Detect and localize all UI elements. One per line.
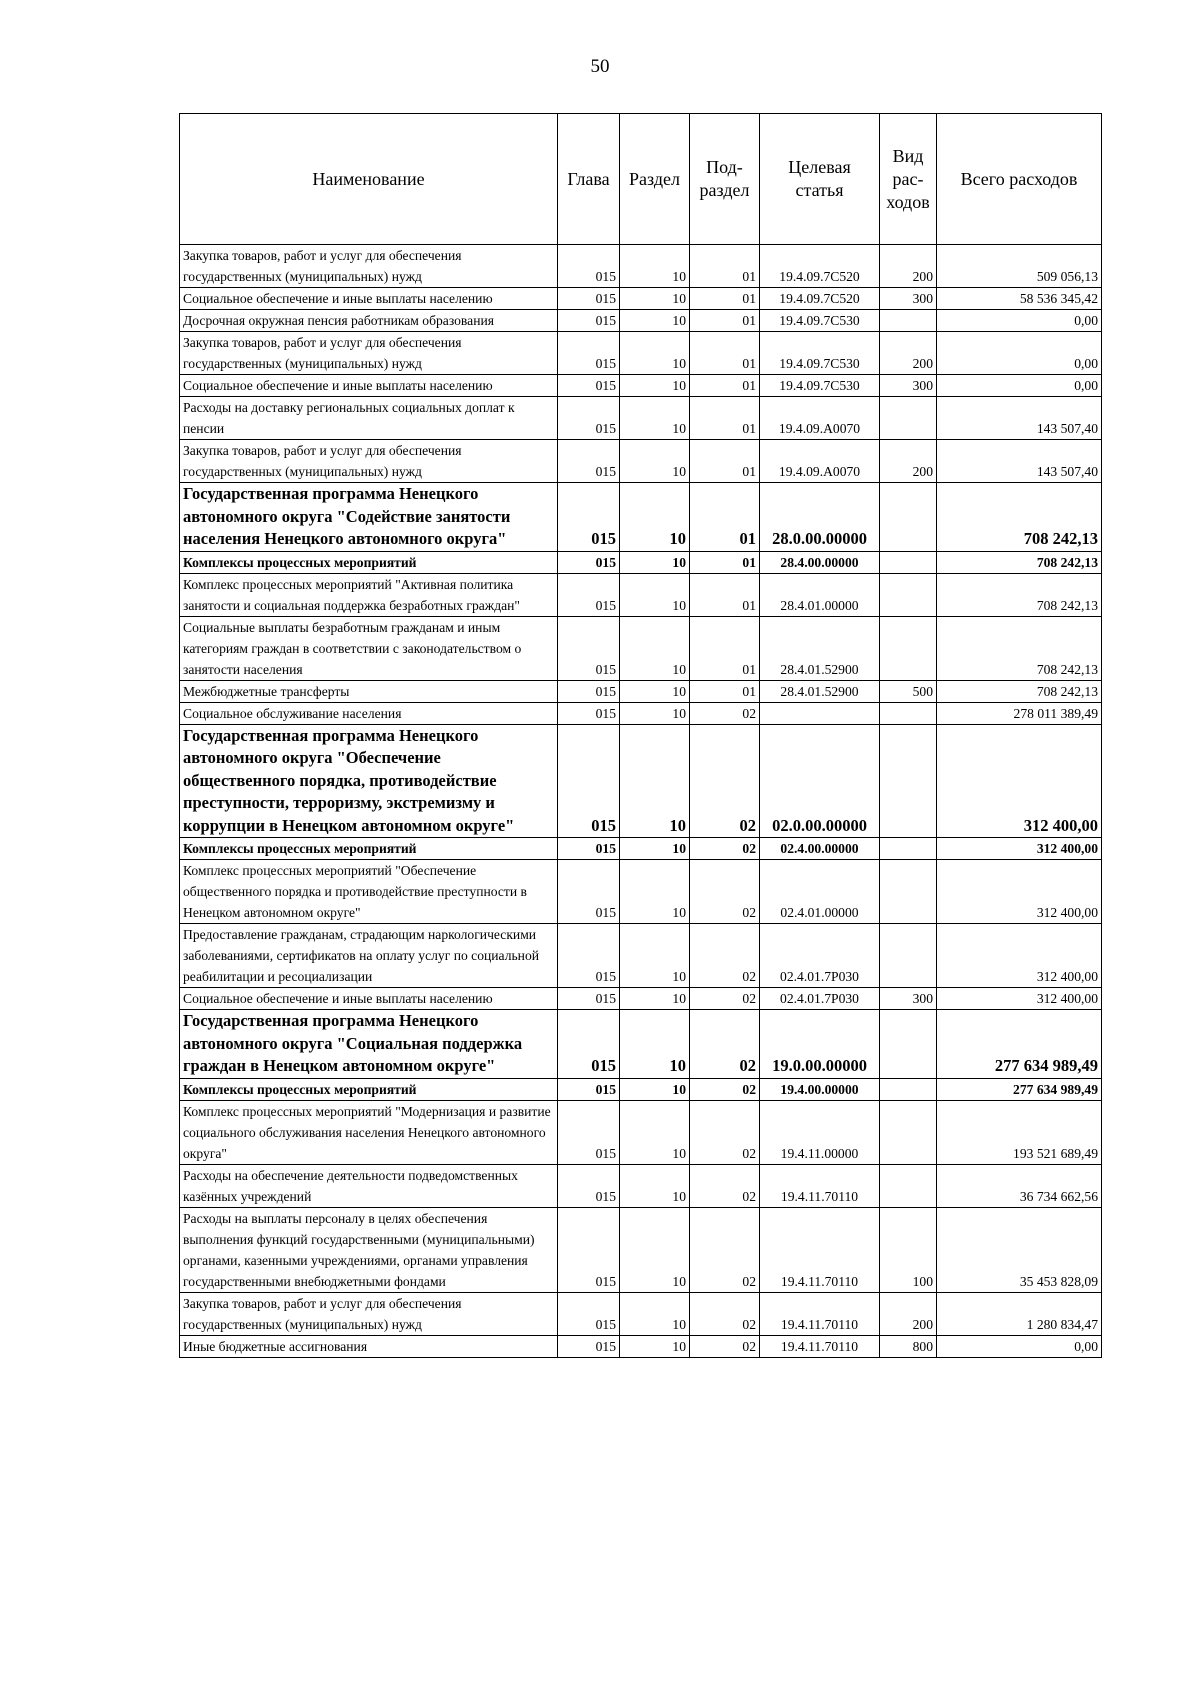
table-body xyxy=(180,245,1102,1358)
cell-target-article: 19.4.09.7С530 xyxy=(760,375,880,397)
cell-chapter: 015 xyxy=(558,573,620,616)
table-row xyxy=(180,288,1102,310)
cell-target-article: 02.4.01.00000 xyxy=(760,860,880,924)
header-target-article: Целевая статья xyxy=(760,114,880,245)
cell-section: 10 xyxy=(620,1335,690,1357)
cell-target-article: 19.4.00.00000 xyxy=(760,1078,880,1100)
cell-subsection: 01 xyxy=(690,332,760,375)
cell-section: 10 xyxy=(620,702,690,724)
header-section: Раздел xyxy=(620,114,690,245)
cell-chapter: 015 xyxy=(558,375,620,397)
cell-target-article: 02.4.01.7Р030 xyxy=(760,924,880,988)
page-number: 50 xyxy=(590,56,610,77)
table-row xyxy=(180,1292,1102,1335)
cell-target-article: 28.4.01.52900 xyxy=(760,680,880,702)
cell-section: 10 xyxy=(620,680,690,702)
cell-expense-kind: 800 xyxy=(880,1335,937,1357)
cell-name: Социальные выплаты безработным гражданам и иным категориям граждан в соответствии с законодательством о занятости населения xyxy=(180,616,558,680)
cell-subsection: 02 xyxy=(690,1207,760,1292)
header-expense-kind: Вид рас- ходов xyxy=(880,114,937,245)
cell-expense-kind xyxy=(880,724,937,838)
cell-name: Социальное обеспечение и иные выплаты населению xyxy=(180,288,558,310)
cell-subsection: 01 xyxy=(690,440,760,483)
cell-expense-kind: 300 xyxy=(880,288,937,310)
cell-target-article: 19.4.11.70110 xyxy=(760,1292,880,1335)
cell-chapter: 015 xyxy=(558,440,620,483)
cell-subsection: 01 xyxy=(690,310,760,332)
cell-total: 708 242,13 xyxy=(937,483,1102,552)
cell-chapter: 015 xyxy=(558,680,620,702)
cell-expense-kind: 300 xyxy=(880,988,937,1010)
table-row xyxy=(180,1335,1102,1357)
cell-section: 10 xyxy=(620,724,690,838)
cell-name: Закупка товаров, работ и услуг для обеспечения государственных (муниципальных) нужд xyxy=(180,332,558,375)
cell-section: 10 xyxy=(620,1010,690,1079)
table-row xyxy=(180,573,1102,616)
cell-chapter: 015 xyxy=(558,1078,620,1100)
cell-expense-kind: 200 xyxy=(880,332,937,375)
cell-name: Расходы на обеспечение деятельности подведомственных казённых учреждений xyxy=(180,1164,558,1207)
cell-total: 1 280 834,47 xyxy=(937,1292,1102,1335)
cell-total: 708 242,13 xyxy=(937,616,1102,680)
table-row xyxy=(180,1164,1102,1207)
cell-chapter: 015 xyxy=(558,1100,620,1164)
table-row xyxy=(180,702,1102,724)
cell-subsection: 02 xyxy=(690,1335,760,1357)
cell-name: Социальное обеспечение и иные выплаты населению xyxy=(180,988,558,1010)
cell-chapter: 015 xyxy=(558,1164,620,1207)
cell-section: 10 xyxy=(620,838,690,860)
table-row xyxy=(180,924,1102,988)
cell-chapter: 015 xyxy=(558,245,620,288)
cell-chapter: 015 xyxy=(558,988,620,1010)
table-row xyxy=(180,375,1102,397)
cell-chapter: 015 xyxy=(558,838,620,860)
cell-name: Комплексы процессных мероприятий xyxy=(180,838,558,860)
cell-name: Предоставление гражданам, страдающим наркологическими заболеваниями, сертификатов на оплату услуг по социальной реабилитации и ресоциализации xyxy=(180,924,558,988)
cell-subsection: 02 xyxy=(690,1010,760,1079)
cell-total: 277 634 989,49 xyxy=(937,1010,1102,1079)
cell-section: 10 xyxy=(620,988,690,1010)
cell-total: 708 242,13 xyxy=(937,551,1102,573)
cell-name: Социальное обеспечение и иные выплаты населению xyxy=(180,375,558,397)
cell-expense-kind xyxy=(880,1078,937,1100)
header-subsection: Под- раздел xyxy=(690,114,760,245)
cell-subsection: 01 xyxy=(690,616,760,680)
cell-subsection: 02 xyxy=(690,924,760,988)
cell-target-article: 19.4.09.7С520 xyxy=(760,245,880,288)
cell-total: 143 507,40 xyxy=(937,397,1102,440)
cell-expense-kind xyxy=(880,616,937,680)
table-row xyxy=(180,397,1102,440)
cell-target-article: 19.0.00.00000 xyxy=(760,1010,880,1079)
cell-section: 10 xyxy=(620,310,690,332)
cell-total: 0,00 xyxy=(937,375,1102,397)
cell-total: 278 011 389,49 xyxy=(937,702,1102,724)
cell-name: Государственная программа Ненецкого автономного округа "Социальная поддержка граждан в Ненецком автономном округе" xyxy=(180,1010,558,1079)
cell-section: 10 xyxy=(620,1207,690,1292)
cell-chapter: 015 xyxy=(558,616,620,680)
cell-section: 10 xyxy=(620,332,690,375)
cell-target-article: 28.4.01.00000 xyxy=(760,573,880,616)
cell-expense-kind xyxy=(880,310,937,332)
cell-target-article: 19.4.11.70110 xyxy=(760,1335,880,1357)
header-chapter: Глава xyxy=(558,114,620,245)
cell-section: 10 xyxy=(620,1078,690,1100)
cell-target-article: 28.4.00.00000 xyxy=(760,551,880,573)
cell-chapter: 015 xyxy=(558,1207,620,1292)
cell-section: 10 xyxy=(620,1292,690,1335)
cell-section: 10 xyxy=(620,1100,690,1164)
cell-chapter: 015 xyxy=(558,310,620,332)
cell-section: 10 xyxy=(620,483,690,552)
cell-target-article: 19.4.09.7С520 xyxy=(760,288,880,310)
cell-chapter: 015 xyxy=(558,1335,620,1357)
cell-total: 193 521 689,49 xyxy=(937,1100,1102,1164)
cell-chapter: 015 xyxy=(558,1010,620,1079)
cell-expense-kind xyxy=(880,573,937,616)
cell-target-article: 19.4.09.7С530 xyxy=(760,310,880,332)
budget-table xyxy=(179,113,1102,1358)
cell-total: 509 056,13 xyxy=(937,245,1102,288)
cell-name: Межбюджетные трансферты xyxy=(180,680,558,702)
cell-target-article: 28.0.00.00000 xyxy=(760,483,880,552)
table-row xyxy=(180,1078,1102,1100)
cell-target-article: 19.4.11.70110 xyxy=(760,1164,880,1207)
table-row xyxy=(180,440,1102,483)
cell-name: Закупка товаров, работ и услуг для обеспечения государственных (муниципальных) нужд xyxy=(180,245,558,288)
cell-expense-kind xyxy=(880,924,937,988)
cell-name: Комплекс процессных мероприятий "Активная политика занятости и социальная поддержка безработных граждан" xyxy=(180,573,558,616)
cell-expense-kind xyxy=(880,1010,937,1079)
table-row xyxy=(180,680,1102,702)
cell-name: Комплекс процессных мероприятий "Обеспечение общественного порядка и противодействие преступности в Ненецком автономном округе" xyxy=(180,860,558,924)
cell-subsection: 01 xyxy=(690,375,760,397)
cell-total: 277 634 989,49 xyxy=(937,1078,1102,1100)
cell-expense-kind xyxy=(880,483,937,552)
cell-total: 708 242,13 xyxy=(937,573,1102,616)
cell-section: 10 xyxy=(620,924,690,988)
cell-subsection: 01 xyxy=(690,397,760,440)
cell-section: 10 xyxy=(620,288,690,310)
cell-total: 36 734 662,56 xyxy=(937,1164,1102,1207)
cell-chapter: 015 xyxy=(558,1292,620,1335)
cell-name: Государственная программа Ненецкого автономного округа "Обеспечение общественного порядка, противодействие преступности, терроризму, экстремизму и коррупции в Ненецком автономном округе" xyxy=(180,724,558,838)
cell-expense-kind xyxy=(880,860,937,924)
cell-total: 35 453 828,09 xyxy=(937,1207,1102,1292)
cell-subsection: 02 xyxy=(690,838,760,860)
cell-section: 10 xyxy=(620,860,690,924)
cell-target-article: 19.4.11.70110 xyxy=(760,1207,880,1292)
cell-subsection: 01 xyxy=(690,573,760,616)
cell-expense-kind: 100 xyxy=(880,1207,937,1292)
header-name: Наименование xyxy=(180,114,558,245)
table-row xyxy=(180,551,1102,573)
cell-target-article: 19.4.11.00000 xyxy=(760,1100,880,1164)
table-row xyxy=(180,1010,1102,1079)
cell-name: Иные бюджетные ассигнования xyxy=(180,1335,558,1357)
cell-subsection: 02 xyxy=(690,1164,760,1207)
cell-total: 312 400,00 xyxy=(937,838,1102,860)
table-row xyxy=(180,245,1102,288)
cell-expense-kind: 300 xyxy=(880,375,937,397)
table-row xyxy=(180,724,1102,838)
cell-expense-kind xyxy=(880,1164,937,1207)
cell-name: Досрочная окружная пенсия работникам образования xyxy=(180,310,558,332)
cell-section: 10 xyxy=(620,1164,690,1207)
cell-name: Комплекс процессных мероприятий "Модернизация и развитие социального обслуживания населения Ненецкого автономного округа" xyxy=(180,1100,558,1164)
cell-total: 0,00 xyxy=(937,1335,1102,1357)
table-row xyxy=(180,988,1102,1010)
cell-target-article: 28.4.01.52900 xyxy=(760,616,880,680)
cell-chapter: 015 xyxy=(558,332,620,375)
cell-name: Социальное обслуживание населения xyxy=(180,702,558,724)
cell-expense-kind xyxy=(880,1100,937,1164)
cell-subsection: 02 xyxy=(690,1100,760,1164)
cell-subsection: 01 xyxy=(690,245,760,288)
cell-subsection: 01 xyxy=(690,483,760,552)
cell-chapter: 015 xyxy=(558,724,620,838)
cell-expense-kind xyxy=(880,838,937,860)
cell-target-article xyxy=(760,702,880,724)
cell-subsection: 02 xyxy=(690,1292,760,1335)
cell-expense-kind: 200 xyxy=(880,245,937,288)
cell-expense-kind: 200 xyxy=(880,440,937,483)
cell-chapter: 015 xyxy=(558,924,620,988)
cell-total: 312 400,00 xyxy=(937,924,1102,988)
cell-target-article: 02.4.01.7Р030 xyxy=(760,988,880,1010)
table-row xyxy=(180,860,1102,924)
cell-section: 10 xyxy=(620,397,690,440)
cell-total: 143 507,40 xyxy=(937,440,1102,483)
cell-target-article: 19.4.09.А0070 xyxy=(760,440,880,483)
cell-expense-kind: 500 xyxy=(880,680,937,702)
cell-section: 10 xyxy=(620,573,690,616)
cell-total: 58 536 345,42 xyxy=(937,288,1102,310)
cell-chapter: 015 xyxy=(558,483,620,552)
cell-chapter: 015 xyxy=(558,288,620,310)
cell-target-article: 02.4.00.00000 xyxy=(760,838,880,860)
cell-subsection: 01 xyxy=(690,680,760,702)
cell-total: 708 242,13 xyxy=(937,680,1102,702)
cell-subsection: 02 xyxy=(690,988,760,1010)
cell-expense-kind xyxy=(880,702,937,724)
table-row xyxy=(180,310,1102,332)
cell-name: Закупка товаров, работ и услуг для обеспечения государственных (муниципальных) нужд xyxy=(180,1292,558,1335)
cell-target-article: 19.4.09.7С530 xyxy=(760,332,880,375)
cell-total: 0,00 xyxy=(937,310,1102,332)
cell-subsection: 02 xyxy=(690,1078,760,1100)
table-row xyxy=(180,838,1102,860)
header-total-expenses: Всего расходов xyxy=(937,114,1102,245)
table-row xyxy=(180,332,1102,375)
cell-name: Закупка товаров, работ и услуг для обеспечения государственных (муниципальных) нужд xyxy=(180,440,558,483)
cell-section: 10 xyxy=(620,245,690,288)
cell-target-article: 02.0.00.00000 xyxy=(760,724,880,838)
cell-name: Комплексы процессных мероприятий xyxy=(180,551,558,573)
cell-name: Комплексы процессных мероприятий xyxy=(180,1078,558,1100)
cell-total: 0,00 xyxy=(937,332,1102,375)
cell-section: 10 xyxy=(620,551,690,573)
cell-section: 10 xyxy=(620,616,690,680)
cell-target-article: 19.4.09.А0070 xyxy=(760,397,880,440)
cell-subsection: 02 xyxy=(690,860,760,924)
cell-subsection: 02 xyxy=(690,702,760,724)
table-row xyxy=(180,1100,1102,1164)
cell-name: Государственная программа Ненецкого автономного округа "Содействие занятости населения Ненецкого автономного округа" xyxy=(180,483,558,552)
cell-expense-kind: 200 xyxy=(880,1292,937,1335)
table-row xyxy=(180,1207,1102,1292)
cell-total: 312 400,00 xyxy=(937,724,1102,838)
cell-expense-kind xyxy=(880,397,937,440)
cell-chapter: 015 xyxy=(558,860,620,924)
cell-subsection: 02 xyxy=(690,724,760,838)
cell-chapter: 015 xyxy=(558,551,620,573)
header-row xyxy=(180,114,1102,245)
cell-section: 10 xyxy=(620,375,690,397)
cell-chapter: 015 xyxy=(558,397,620,440)
cell-section: 10 xyxy=(620,440,690,483)
cell-name: Расходы на выплаты персоналу в целях обеспечения выполнения функций государственными (муниципальными) органами, казенными учреждениями, органами управления государственными внебюджетными фондами xyxy=(180,1207,558,1292)
cell-total: 312 400,00 xyxy=(937,860,1102,924)
table-row xyxy=(180,616,1102,680)
table-row xyxy=(180,483,1102,552)
cell-subsection: 01 xyxy=(690,551,760,573)
cell-name: Расходы на доставку региональных социальных доплат к пенсии xyxy=(180,397,558,440)
cell-total: 312 400,00 xyxy=(937,988,1102,1010)
cell-chapter: 015 xyxy=(558,702,620,724)
cell-subsection: 01 xyxy=(690,288,760,310)
cell-expense-kind xyxy=(880,551,937,573)
